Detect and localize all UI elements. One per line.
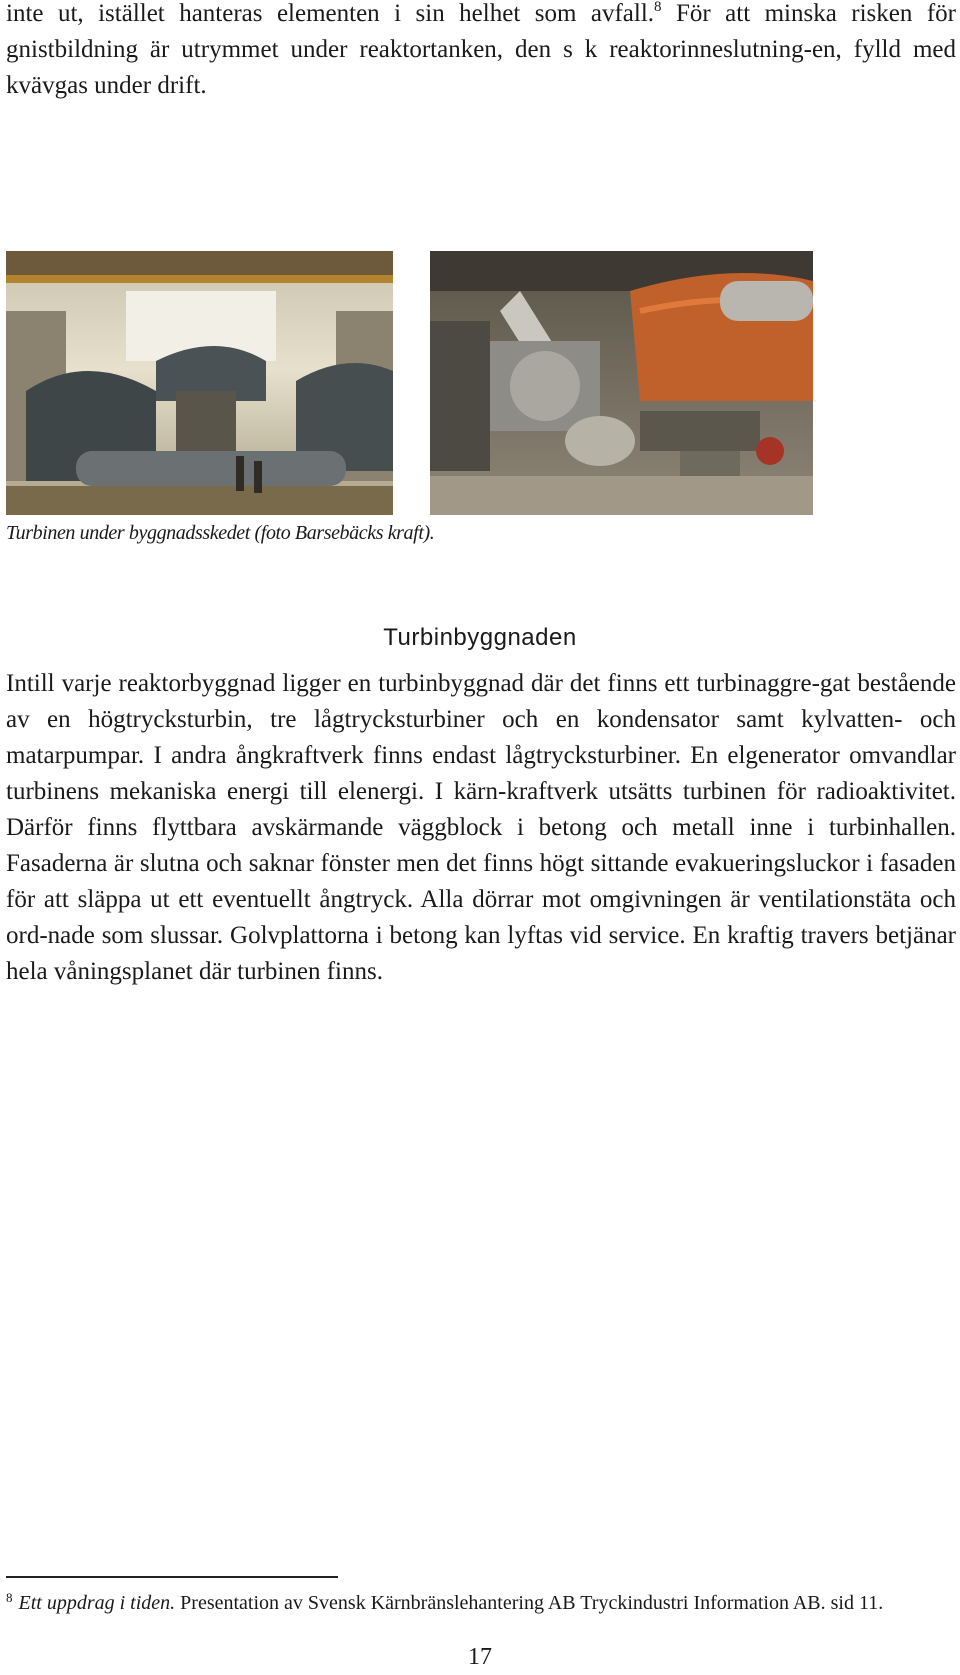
section-heading: Turbinbyggnaden <box>383 624 577 651</box>
turbine-hall-photo-left <box>6 251 393 515</box>
footnote-divider <box>6 1576 338 1578</box>
footnote-title: Ett uppdrag i tiden. <box>18 1592 176 1614</box>
intro-text-start: inte ut, istället hanteras elementen i sin helhet som avfall. <box>6 0 655 27</box>
turbine-hall-photo-right <box>430 251 813 515</box>
footnote-mark: 8 <box>6 1590 13 1605</box>
page-number: 17 <box>468 1644 492 1670</box>
photo-caption: Turbinen under byggnadsskedet (foto Barsebäcks kraft). <box>6 522 435 544</box>
footnote-reference[interactable]: 8 <box>654 0 662 15</box>
section-body-paragraph: Intill varje reaktorbyggnad ligger en turbinbyggnad där det finns ett turbinaggre-gat bestående av en högtrycksturbin, tre lågtrycksturbiner och en kondensator samt kylvatten- och matarpumpar. I andra ångkraftverk finns endast lågtrycksturbiner. En elgenerator omvandlar turbinens mekaniska energi till elenergi. I kärn-kraftverk utsätts turbinen för radioaktivitet. Därför finns flyttbara avskärmande väggblock i betong och metall inne i turbinhallen. Fasaderna är slutna och saknar fönster men det finns högt sittande evakueringsluckor i fasaden för att släppa ut ett eventuellt ångtryck. Alla dörrar mot omgivningen är ventilationstäta och ord-nade som slussar. Golvplattorna i betong kan lyftas vid service. En kraftig travers betjänar hela våningsplanet där turbinen finns. <box>6 670 956 985</box>
footnote-text: Presentation av Svensk Kärnbränslehantering AB Tryckindustri Information AB. sid 11. <box>175 1592 884 1614</box>
intro-paragraph <box>6 0 956 104</box>
footnote <box>6 1590 956 1616</box>
intro-text-end: För att minska risken för gnistbildning är utrymmet under reaktortanken, den s k reaktorinneslutning-en, fylld med kvävgas under drift. <box>6 0 956 99</box>
